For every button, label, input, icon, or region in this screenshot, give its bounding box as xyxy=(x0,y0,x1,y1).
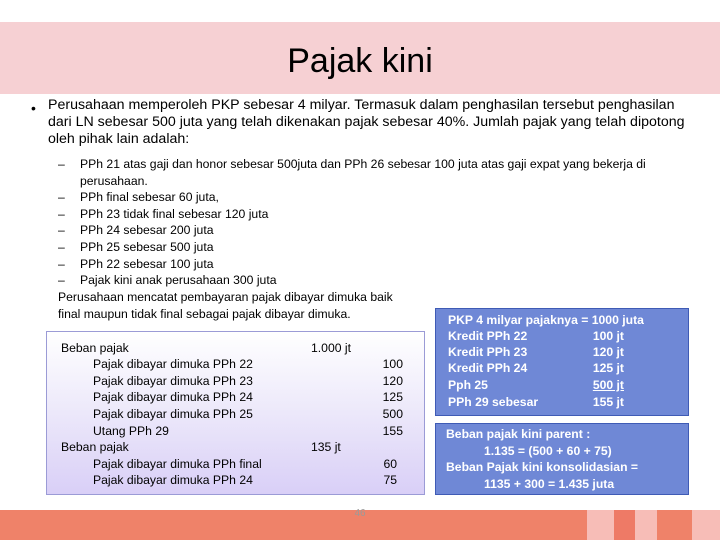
journal-credit-label: Pajak dibayar dimuka PPh 24 xyxy=(93,473,253,487)
dash-marker: – xyxy=(58,157,65,171)
calc-row-label: Kredit PPh 24 xyxy=(448,361,528,375)
calc-row-value: 500 jt xyxy=(592,378,624,392)
journal-credit-value: 75 xyxy=(383,473,397,487)
calc-row-label: PPh 29 sebesar xyxy=(448,395,539,409)
list-item-text: PPh 25 sebesar 500 juta xyxy=(80,239,214,254)
list-item-text: PPh final sebesar 60 juta, xyxy=(80,190,219,205)
list-item xyxy=(58,189,708,206)
bullet-marker: • xyxy=(31,100,36,116)
calc-row-value: 100 jt xyxy=(592,329,624,343)
list-item xyxy=(58,239,708,256)
sub-item-list xyxy=(58,156,708,289)
result-line: 1.135 = (500 + 60 + 75) xyxy=(484,444,612,458)
journal-debit-value: 135 jt xyxy=(311,440,341,454)
journal-credit-label: Pajak dibayar dimuka PPh 22 xyxy=(93,357,253,371)
calc-row-label: Pph 25 xyxy=(448,378,488,392)
journal-credit-value: 155 xyxy=(382,424,403,438)
list-item-text: PPh 23 tidak final sebesar 120 juta xyxy=(80,206,269,221)
list-item xyxy=(58,222,708,239)
list-item-text: PPh 21 atas gaji dan honor sebesar 500juta dan PPh 26 sebesar 100 juta atas gaji expat yang bekerja di perusahaan. xyxy=(80,157,646,188)
journal-credit-label: Pajak dibayar dimuka PPh 23 xyxy=(93,374,253,388)
tax-calculation-box xyxy=(435,308,689,416)
list-item xyxy=(58,256,708,273)
footer-decoration xyxy=(587,510,614,540)
result-line: Beban Pajak kini konsolidasian = xyxy=(446,460,639,474)
result-line: Beban pajak kini parent : xyxy=(446,427,591,441)
journal-credit-value: 100 xyxy=(382,357,403,371)
dash-marker: – xyxy=(58,273,65,288)
journal-credit-label: Utang PPh 29 xyxy=(93,424,169,438)
calc-row-value: 120 jt xyxy=(592,345,624,359)
calc-row-label: Kredit PPh 22 xyxy=(448,329,528,343)
journal-entry-box xyxy=(46,331,425,495)
list-item-text: Pajak kini anak perusahaan 300 juta xyxy=(80,273,277,288)
dash-marker: – xyxy=(58,206,65,221)
journal-debit-label: Beban pajak xyxy=(61,440,129,454)
calc-row-label: PKP 4 milyar pajaknya = 1000 juta xyxy=(448,313,644,327)
list-item-text: PPh 22 sebesar 100 juta xyxy=(80,256,214,271)
page-number: 46 xyxy=(354,508,366,519)
intro-text: Perusahaan memperoleh PKP sebesar 4 milyar. Termasuk dalam penghasilan tersebut penghasilan dari LN sebesar 500 juta yang telah dikenakan pajak sebesar 40%. Jumlah pajak yang telah dipotong oleh pihak lain adalah: xyxy=(48,97,685,147)
calc-row-value: 125 jt xyxy=(592,361,624,375)
journal-credit-value: 120 xyxy=(382,374,403,388)
dash-marker: – xyxy=(58,190,65,205)
dash-marker: – xyxy=(58,256,65,271)
calc-row-label: Kredit PPh 23 xyxy=(448,345,528,359)
dash-marker: – xyxy=(58,239,65,254)
journal-credit-label: Pajak dibayar dimuka PPh 24 xyxy=(93,390,253,404)
journal-credit-label: Pajak dibayar dimuka PPh final xyxy=(93,457,262,471)
journal-credit-value: 500 xyxy=(382,407,403,421)
result-line: 1135 + 300 = 1.435 juta xyxy=(484,477,615,491)
calc-row-value: 155 jt xyxy=(592,395,624,409)
journal-debit-label: Beban pajak xyxy=(61,341,129,355)
footer-decoration xyxy=(635,510,657,540)
journal-credit-value: 125 xyxy=(382,390,403,404)
list-item xyxy=(58,272,708,289)
slide-title: Pajak kini xyxy=(287,42,433,80)
footer-decoration xyxy=(614,510,635,540)
footer-decoration xyxy=(692,510,720,540)
list-item xyxy=(58,206,708,223)
dash-marker: – xyxy=(58,223,65,238)
list-item xyxy=(58,156,708,189)
journal-debit-value: 1.000 jt xyxy=(311,341,351,355)
recording-paragraph: Perusahaan mencatat pembayaran pajak dibayar dimuka baik final maupun tidak final sebagai pajak dibayar dimuka. xyxy=(58,290,393,321)
tax-result-box xyxy=(435,423,689,495)
journal-credit-label: Pajak dibayar dimuka PPh 25 xyxy=(93,407,253,421)
list-item-text: PPh 24 sebesar 200 juta xyxy=(80,223,214,238)
journal-credit-value: 60 xyxy=(383,457,397,471)
